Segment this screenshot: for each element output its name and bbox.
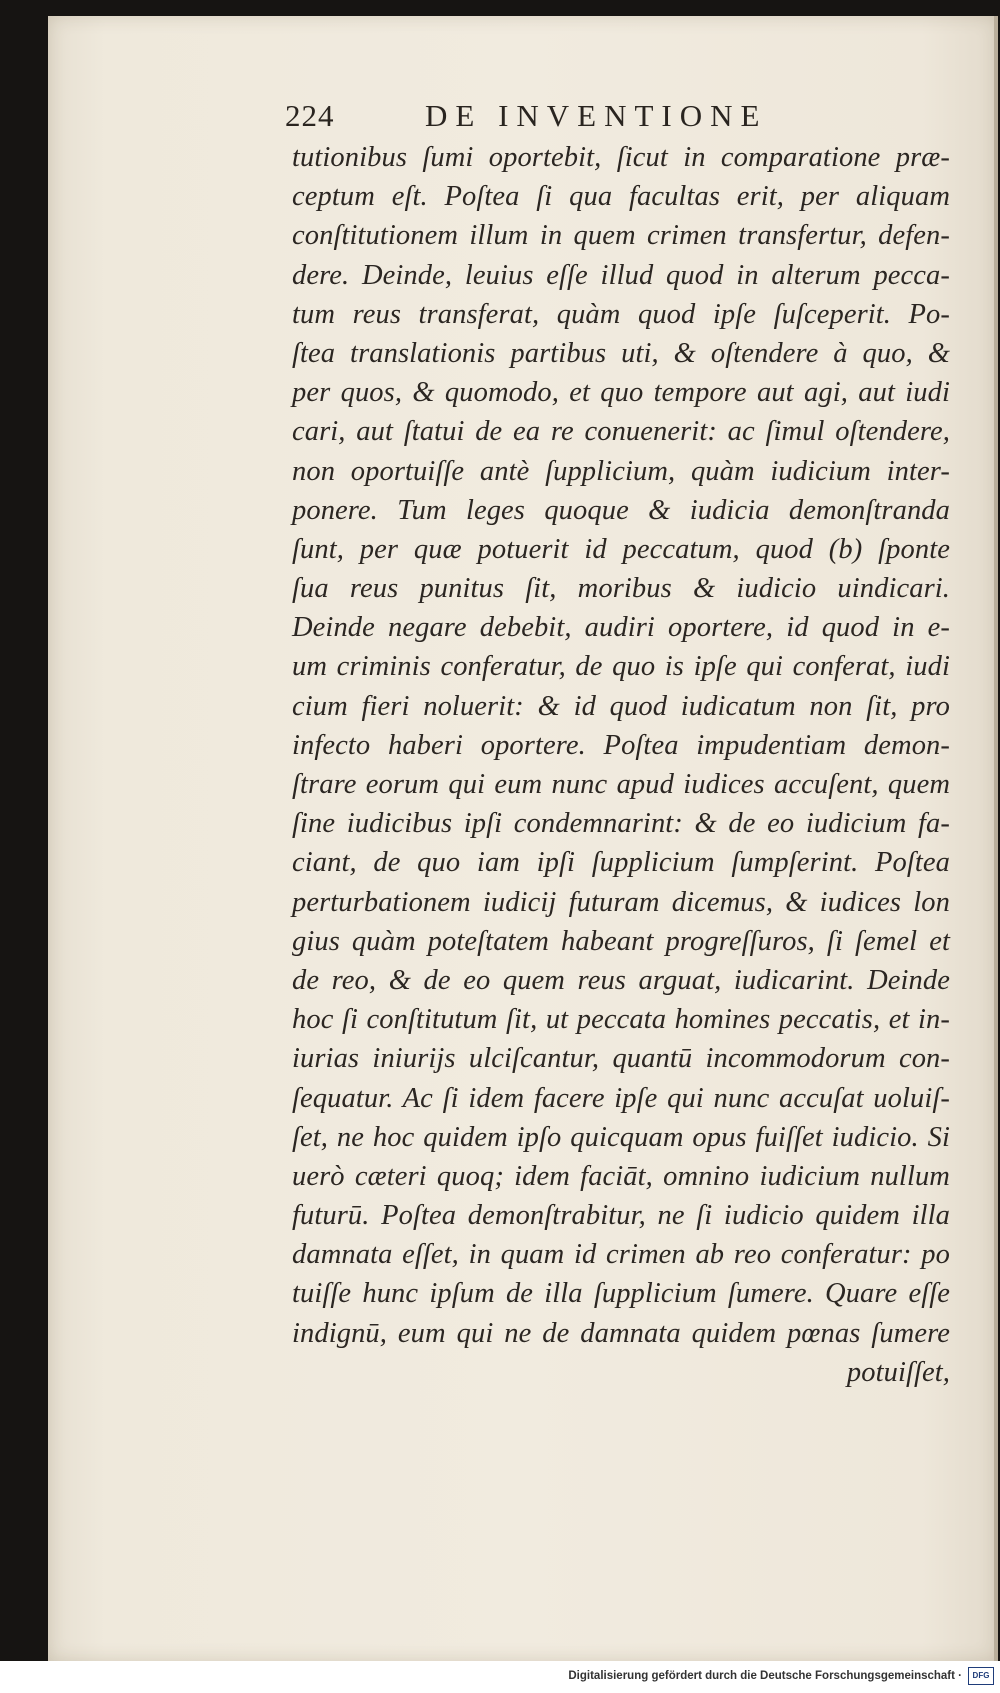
text-line: gius quàm poteſtatem habeant progreſſuros, ſi ſemel et [292,925,950,957]
text-line: ſine iudicibus ipſi condemnarint: & de eo iudicium fa- [292,808,950,840]
text-line: dere. Deinde, leuius eſſe illud quod in alterum pecca- [292,259,950,291]
text-line: um criminis conferatur, de quo is ipſe qui conferat, iudi [292,651,950,683]
text-line: tuiſſe hunc ipſum de illa ſupplicium ſumere. Quare eſſe [292,1278,950,1310]
text-line: futurū. Poſtea demonſtrabitur, ne ſi iudicio quidem illa [292,1200,950,1232]
text-line: cari, aut ſtatui de ea re conuenerit: ac ſimul oſtendere, [292,416,950,448]
text-line: conſtitutionem illum in quem crimen transfertur, defen- [292,220,950,252]
text-line: tutionibus ſumi oportebit, ſicut in comparatione præ- [292,142,950,173]
text-line: indignū, eum qui ne de damnata quidem pœnas ſumere [292,1317,950,1349]
page-number: 224 [285,98,335,133]
text-line: ſtrare eorum qui eum nunc apud iudices accuſent, quem [292,769,950,800]
dfg-logo-icon [968,1667,994,1685]
text-line: non oportuiſſe antè ſupplicium, quàm iudicium inter- [292,455,950,487]
page-edge [994,16,998,1661]
text-line: ſua reus punitus ſit, moribus & iudicio uindicari. [292,573,950,605]
page-header [285,96,845,140]
text-line: ſequatur. Ac ſi idem facere ipſe qui nunc accuſat uoluiſ- [292,1082,950,1114]
text-line: perturbationem iudicij futuram dicemus, & iudices lon [292,886,950,918]
text-line: uerò cæteri quoq; idem faciāt, omnino iudicium nullum [292,1160,950,1192]
funding-credit: Digitalisierung gefördert durch die Deutsche Forschungsgemeinschaft · [568,1670,962,1682]
catchword: potuiſſet, [846,1356,950,1388]
dfg-logo-label: DFG [972,1671,990,1680]
text-line: ſtea translationis partibus uti, & oſtendere à quo, & [292,337,950,369]
text-line: ciant, de quo iam ipſi ſupplicium ſumpſerint. Poſtea [292,847,950,879]
text-line: ſet, ne hoc quidem ipſo quicquam opus fuiſſet iudicio. Si [292,1121,950,1153]
text-line: hoc ſi conſtitutum ſit, ut peccata homines peccatis, et in- [292,1004,950,1036]
digitization-footer [0,1661,1000,1693]
text-line: ceptum eſt. Poſtea ſi qua facultas erit, per aliquam [292,181,950,213]
text-line: iurias iniurijs ulciſcantur, quantū incommodorum con- [292,1043,950,1075]
text-line: damnata eſſet, in quam id crimen ab reo conferatur: po [292,1239,950,1271]
running-title: DE INVENTIONE [425,98,768,133]
text-line: ſunt, per quæ potuerit id peccatum, quod (b) ſponte [292,533,950,565]
text-line: per quos, & quomodo, et quo tempore aut agi, aut iudi [292,377,950,409]
text-line: infecto haberi oportere. Poſtea impudentiam demon- [292,729,950,761]
text-line: de reo, & de eo quem reus arguat, iudicarint. Deinde [292,964,950,996]
body-text [292,138,950,1392]
text-line: Deinde negare debebit, audiri oportere, id quod in e- [292,612,950,644]
text-line: cium fieri noluerit: & id quod iudicatum non ſit, pro [292,690,950,722]
text-line: tum reus transferat, quàm quod ipſe ſuſceperit. Po- [292,298,950,330]
text-line: ponere. Tum leges quoque & iudicia demonſtranda [292,494,950,526]
